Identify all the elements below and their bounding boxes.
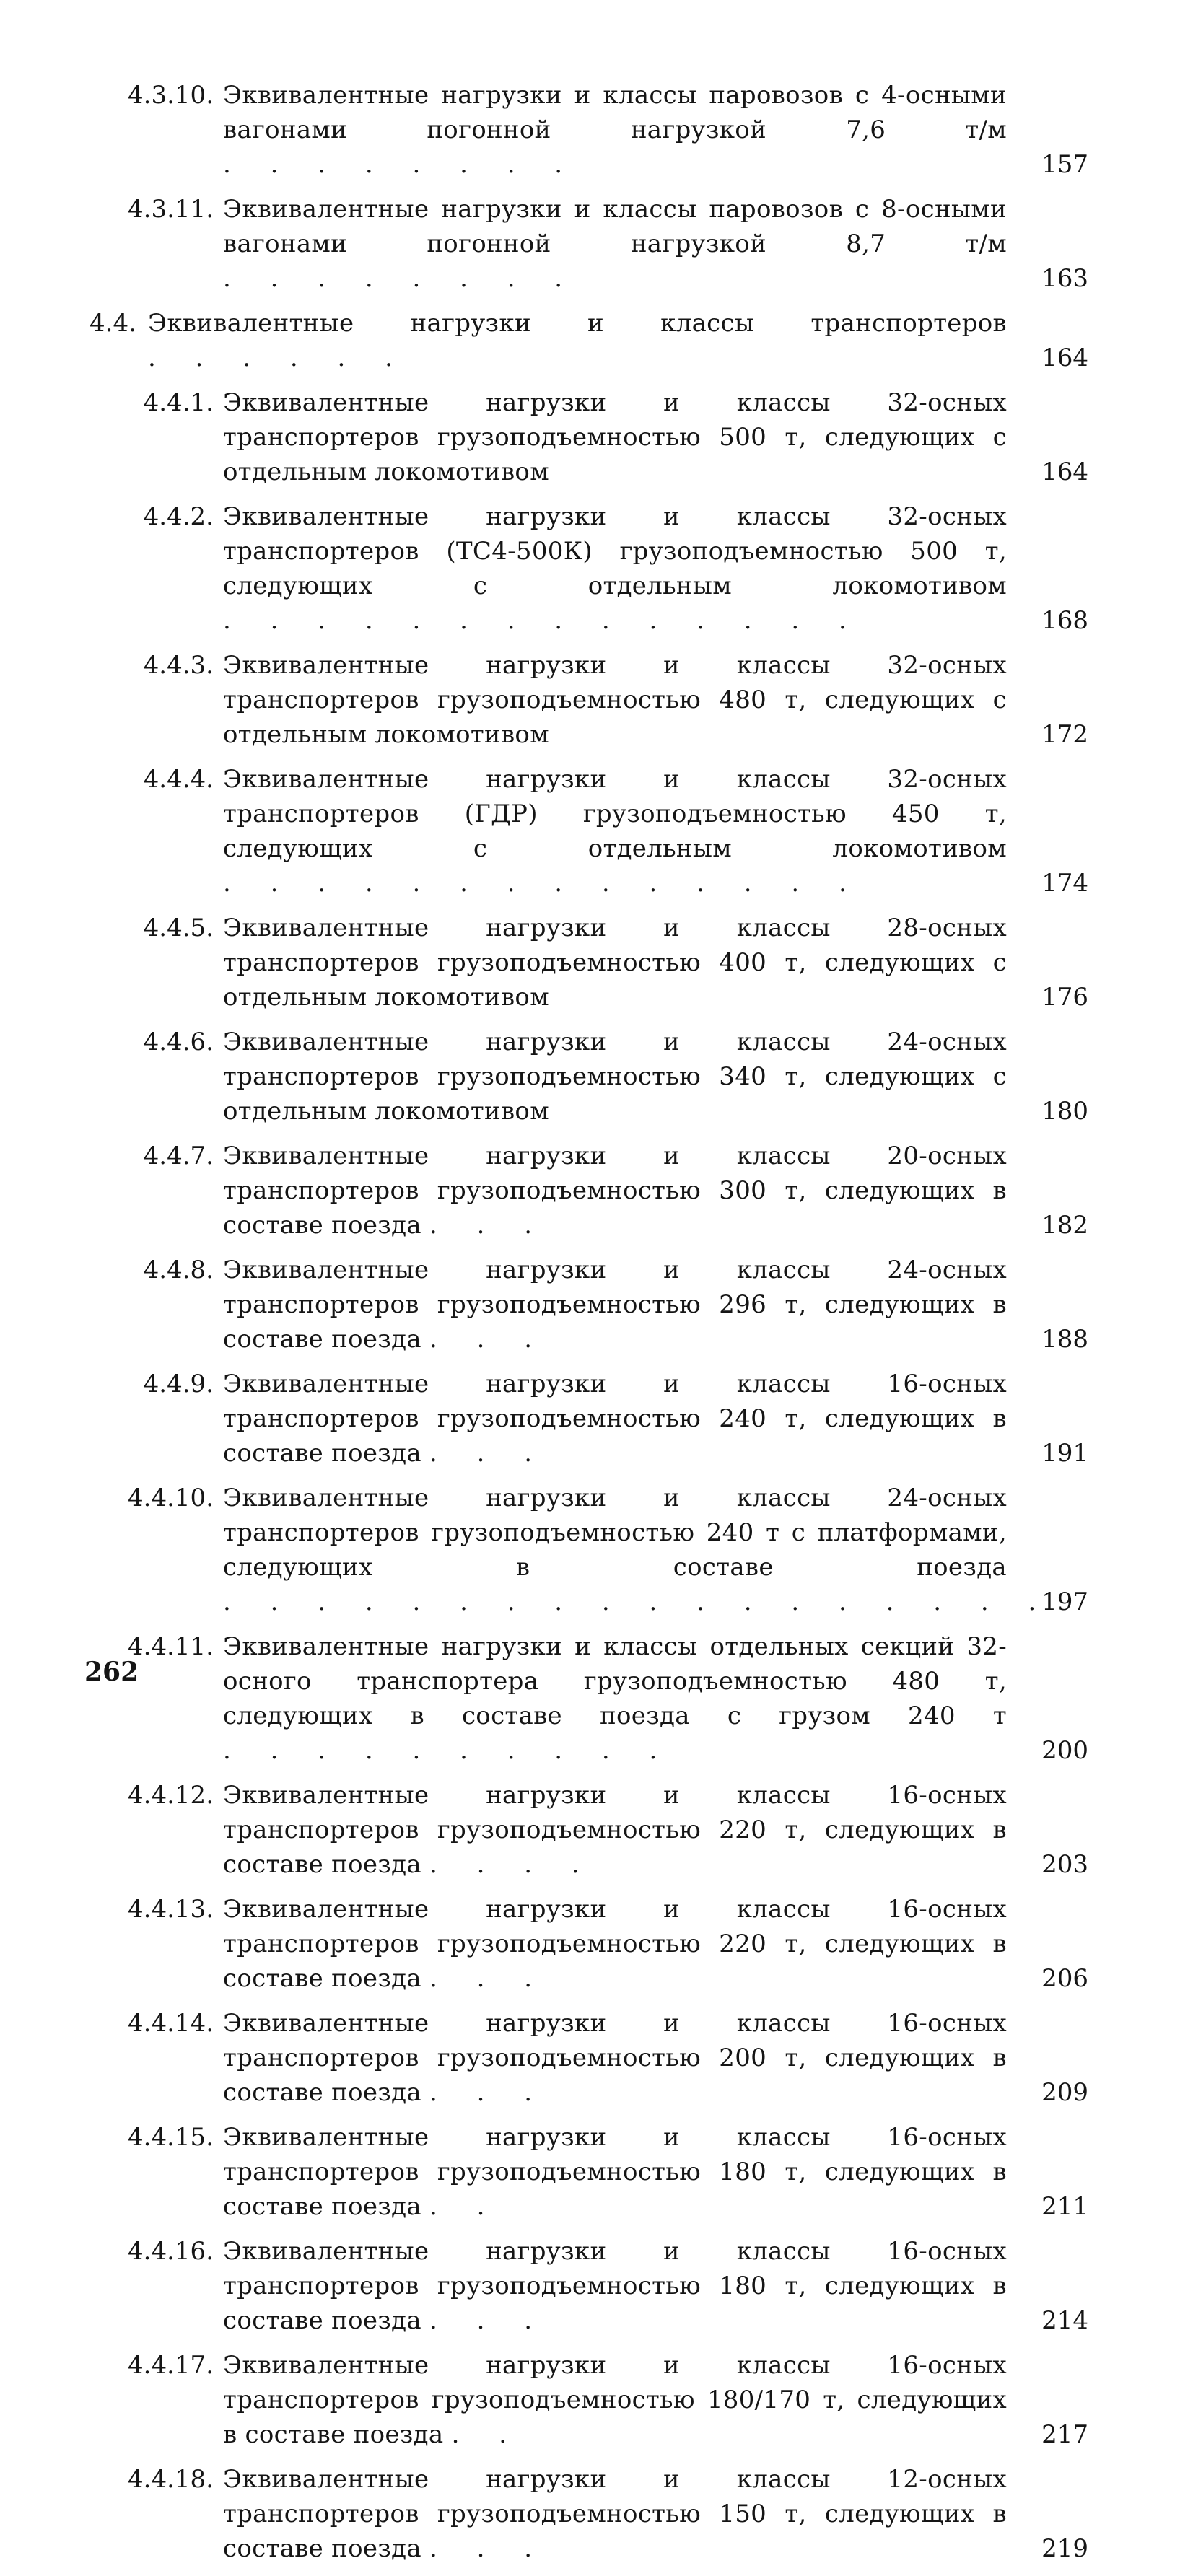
toc-entry-title: Эквивалентные нагрузки и классы отдельных секций 32-осного транспортера грузоподъемностью 480 т, следующих в составе поезда с грузом 240 т [223,1632,1007,1730]
toc-entry [0,306,1193,375]
toc-entry-number: 4.4.1. [143,388,214,417]
toc-entry-number: 4.4. [89,309,136,338]
toc-entry-page: 219 [1041,2534,1088,2563]
toc-entry [0,1367,1193,1471]
toc-entry [0,648,1193,752]
toc-entry [0,911,1193,1015]
toc-entry-page: 191 [1041,1439,1088,1468]
toc-entry [0,1253,1193,1357]
toc-entry [0,1778,1193,1882]
toc-entry-title: Эквивалентные нагрузки и классы 16-осных транспортеров грузоподъемностью 200 т, следующих в составе поезда [223,2009,1007,2107]
toc-entry [0,2006,1193,2110]
toc-entry-title: Эквивалентные нагрузки и классы 32-осных транспортеров грузоподъемностью 500 т, следующих с отдельным локомотивом [223,388,1007,486]
toc-entry-number: 4.4.2. [143,502,214,531]
toc-entry-page: 188 [1041,1325,1088,1354]
toc-entry-text [223,385,1007,489]
table-of-contents [0,78,1193,2576]
toc-entry-text [223,2462,1007,2566]
toc-entry-page: 206 [1041,1964,1088,1993]
toc-entry-title: Эквивалентные нагрузки и классы паровозов с 4-осными вагонами погонной нагрузкой 7,6 т/м [223,81,1007,144]
toc-entry-page: 176 [1041,983,1088,1012]
toc-entry-page: 180 [1041,1097,1088,1126]
toc-entry [0,499,1193,638]
toc-entry-leader: . . . [429,1964,549,1993]
toc-entry-title: Эквивалентные нагрузки и классы паровозов с 8-осными вагонами погонной нагрузкой 8,7 т/м [223,195,1007,258]
toc-entry-number: 4.4.18. [128,2465,214,2494]
toc-entry [0,1481,1193,1619]
toc-entry-leader: . . . . . . . . [223,150,579,179]
toc-entry-text [223,2348,1007,2452]
toc-entry-text [223,2234,1007,2338]
toc-entry-page: 197 [1041,1587,1088,1616]
toc-entry-number: 4.4.13. [128,1895,214,1924]
toc-entry-title: Эквивалентные нагрузки и классы 16-осных транспортеров грузоподъемностью 180/170 т, следующих в составе поезда [223,2351,1007,2449]
toc-entry-number: 4.4.12. [128,1781,214,1810]
toc-entry-page: 182 [1041,1211,1088,1240]
toc-entry [0,385,1193,489]
toc-entry-text [223,911,1007,1015]
toc-entry-leader: . . . . . . . . . . [223,1736,673,1765]
toc-entry-text [223,1481,1052,1619]
toc-entry-title: Эквивалентные нагрузки и классы 32-осных транспортеров (ТС4-500К) грузоподъемностью 500 т, следующих с отдельным локомотивом [223,502,1007,600]
toc-entry-text [223,1367,1007,1471]
toc-entry-leader: . . . . . . . . . . . . . . [223,869,862,898]
page-number: 262 [84,1657,139,1687]
toc-entry-number: 4.4.4. [143,765,214,794]
toc-entry-leader: . . . . . . . . . . . . . . . . . . [223,1587,1052,1616]
toc-entry-number: 4.3.11. [128,195,214,224]
toc-entry-number: 4.4.5. [143,914,214,942]
toc-entry-page: 172 [1041,720,1088,749]
toc-entry-page: 164 [1041,457,1088,486]
toc-entry-number: 4.4.6. [143,1028,214,1056]
toc-entry-text [223,1778,1007,1882]
toc-entry-text [223,648,1007,752]
toc-entry-text [223,1629,1007,1768]
toc-entry-text [148,306,1007,375]
toc-entry-text [223,1139,1007,1243]
toc-entry-page: 200 [1041,1736,1088,1765]
toc-entry-leader: . . [429,2192,501,2221]
toc-entry-text [223,2006,1007,2110]
toc-entry-number: 4.4.16. [128,2237,214,2266]
toc-entry-leader: . . . [429,1439,549,1468]
toc-entry [0,1892,1193,1996]
toc-entry-title: Эквивалентные нагрузки и классы транспортеров [148,309,1007,338]
toc-entry-number: 4.4.9. [143,1370,214,1398]
toc-entry-page: 163 [1041,264,1088,293]
toc-entry-leader: . . . . . . . . . . . . . . [223,606,862,635]
toc-entry-leader: . . [451,2420,523,2449]
toc-entry-text [223,1253,1007,1357]
toc-entry-page: 214 [1041,2306,1088,2335]
toc-entry-title: Эквивалентные нагрузки и классы 16-осных транспортеров грузоподъемностью 220 т, следующих в составе поезда [223,1895,1007,1993]
toc-entry [0,78,1193,182]
toc-entry [0,1139,1193,1243]
toc-entry-page: 164 [1041,343,1088,372]
toc-entry-title: Эквивалентные нагрузки и классы 32-осных транспортеров грузоподъемностью 480 т, следующих с отдельным локомотивом [223,651,1007,749]
toc-entry [0,2348,1193,2452]
toc-entry-page: 209 [1041,2078,1088,2107]
toc-entry-page: 174 [1041,869,1088,898]
toc-entry [0,192,1193,296]
toc-entry-leader: . . . . . . . . [223,264,579,293]
toc-entry-text [223,192,1007,296]
toc-entry-text [223,1025,1007,1129]
toc-entry-leader: . . . . [429,1850,595,1879]
toc-entry-leader: . . . [429,2306,549,2335]
toc-entry-page: 157 [1041,150,1088,179]
toc-entry [0,2462,1193,2566]
toc-entry-title: Эквивалентные нагрузки и классы 24-осных транспортеров грузоподъемностью 240 т с платформами, следующих в составе поезда [223,1484,1007,1582]
toc-entry-title: Эквивалентные нагрузки и классы 16-осных транспортеров грузоподъемностью 180 т, следующих в составе поезда [223,2123,1007,2221]
toc-entry-number: 4.4.17. [128,2351,214,2380]
toc-entry [0,2234,1193,2338]
toc-entry-number: 4.4.3. [143,651,214,680]
toc-entry [0,762,1193,901]
toc-entry [0,1025,1193,1129]
toc-entry-leader: . . . . . . [148,343,408,372]
toc-entry-number: 4.4.8. [143,1256,214,1284]
toc-entry-number: 4.4.11. [128,1632,214,1661]
toc-entry [0,2120,1193,2224]
toc-entry-text [223,78,1007,182]
toc-entry-title: Эквивалентные нагрузки и классы 16-осных транспортеров грузоподъемностью 180 т, следующих в составе поезда [223,2237,1007,2335]
toc-entry-text [223,499,1007,638]
toc-entry-number: 4.4.15. [128,2123,214,2152]
toc-entry-number: 4.4.7. [143,1142,214,1170]
toc-entry-title: Эквивалентные нагрузки и классы 12-осных транспортеров грузоподъемностью 150 т, следующих в составе поезда [223,2465,1007,2563]
toc-entry-leader: . . . [429,1325,549,1354]
toc-entry-leader: . . . [429,2078,549,2107]
toc-entry-number: 4.4.10. [128,1484,214,1512]
toc-entry-leader: . . . [429,2534,549,2563]
toc-entry-title: Эквивалентные нагрузки и классы 16-осных транспортеров грузоподъемностью 240 т, следующих в составе поезда [223,1370,1007,1468]
toc-entry-page: 217 [1041,2420,1088,2449]
toc-entry-number: 4.4.14. [128,2009,214,2038]
toc-entry-page: 168 [1041,606,1088,635]
toc-entry-text [223,2120,1007,2224]
toc-entry [0,1629,1193,1768]
toc-entry-title: Эквивалентные нагрузки и классы 16-осных транспортеров грузоподъемностью 220 т, следующих в составе поезда [223,1781,1007,1879]
toc-entry-title: Эквивалентные нагрузки и классы 24-осных транспортеров грузоподъемностью 296 т, следующих в составе поезда [223,1256,1007,1354]
toc-entry-title: Эквивалентные нагрузки и классы 20-осных транспортеров грузоподъемностью 300 т, следующих в составе поезда [223,1142,1007,1240]
toc-entry-number: 4.3.10. [128,81,214,110]
toc-entry-text [223,762,1007,901]
toc-entry-text [223,1892,1007,1996]
toc-entry-page: 211 [1041,2192,1088,2221]
toc-entry-title: Эквивалентные нагрузки и классы 32-осных транспортеров (ГДР) грузоподъемностью 450 т, следующих с отдельным локомотивом [223,765,1007,863]
toc-entry-leader: . . . [429,1211,549,1240]
toc-entry-page: 203 [1041,1850,1088,1879]
toc-entry-title: Эквивалентные нагрузки и классы 28-осных транспортеров грузоподъемностью 400 т, следующих с отдельным локомотивом [223,914,1007,1012]
toc-entry-title: Эквивалентные нагрузки и классы 24-осных транспортеров грузоподъемностью 340 т, следующих с отдельным локомотивом [223,1028,1007,1126]
